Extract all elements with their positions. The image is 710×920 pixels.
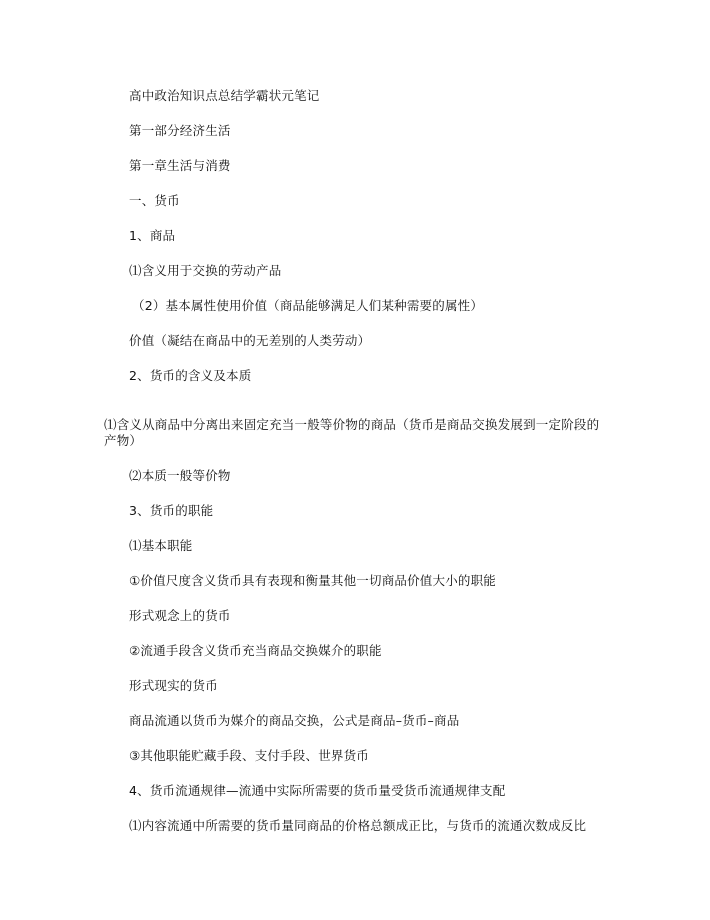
document-title: 高中政治知识点总结学霸状元笔记: [129, 88, 320, 103]
text-line: ①价值尺度含义货币具有表现和衡量其他一切商品价值大小的职能: [129, 573, 497, 588]
subsection-heading: 1、商品: [129, 228, 176, 243]
section-heading: 一、货币: [129, 193, 180, 208]
subsection-heading: 4、货币流通规律—流通中实际所需要的货币量受货币流通规律支配: [129, 783, 506, 798]
text-line: 价值（凝结在商品中的无差别的人类劳动）: [129, 333, 371, 348]
text-paragraph: ⑴含义从商品中分离出来固定充当一般等价物的商品（货币是商品交换发展到一定阶段的产物）: [104, 417, 600, 448]
text-line: 商品流通以货币为媒介的商品交换，公式是商品–货币–商品: [129, 713, 460, 728]
text-line: ⑴含义用于交换的劳动产品: [129, 263, 282, 278]
text-line: 形式现实的货币: [129, 678, 218, 693]
text-line: ③其他职能贮藏手段、支付手段、世界货币: [129, 748, 370, 763]
text-line: 形式观念上的货币: [129, 608, 231, 623]
text-line: ⑴基本职能: [129, 538, 193, 553]
text-line: （2）基本属性使用价值（商品能够满足人们某种需要的属性）: [132, 298, 484, 313]
chapter-heading: 第一章生活与消费: [129, 158, 231, 173]
subsection-heading: 3、货币的职能: [129, 503, 214, 518]
text-line: ②流通手段含义货币充当商品交换媒介的职能: [129, 643, 382, 658]
subsection-heading: 2、货币的含义及本质: [129, 368, 252, 383]
part-heading: 第一部分经济生活: [129, 123, 231, 138]
text-line: ⑴内容流通中所需要的货币量同商品的价格总额成正比，与货币的流通次数成反比: [129, 818, 587, 833]
text-line: ⑵本质一般等价物: [129, 468, 231, 483]
